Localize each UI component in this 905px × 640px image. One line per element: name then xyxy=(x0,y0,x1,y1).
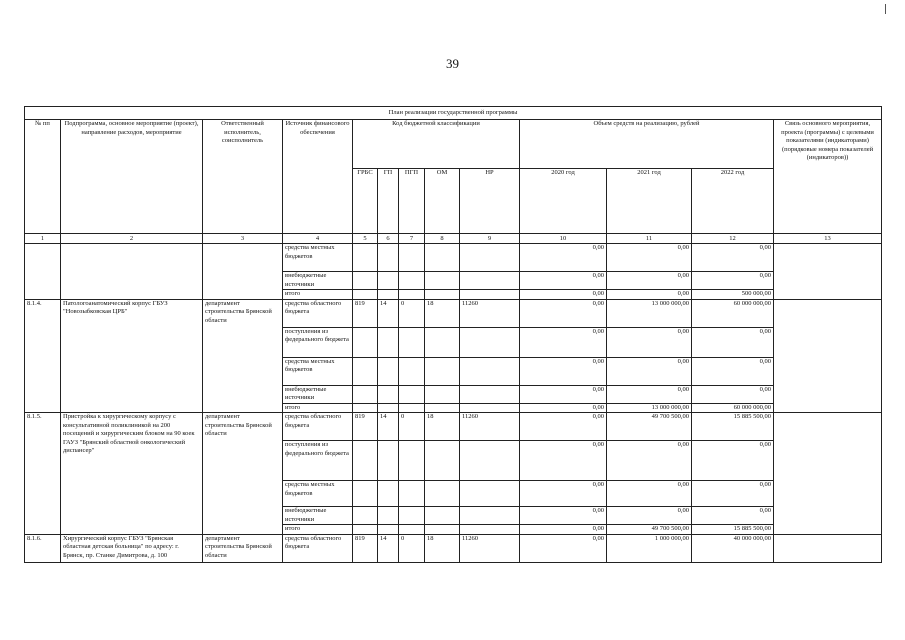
cell-grbs xyxy=(353,403,378,413)
cell-y2022: 40 000 000,00 xyxy=(692,534,774,562)
cell-link xyxy=(774,244,882,300)
cell-nr xyxy=(460,507,520,525)
cell-y2022: 0,00 xyxy=(692,272,774,290)
cell-link xyxy=(774,413,882,535)
cell-grbs xyxy=(353,441,378,481)
cell-grbs: 819 xyxy=(353,299,378,327)
cell-pgp xyxy=(399,507,425,525)
cell-gp: 14 xyxy=(378,413,399,441)
cell-source: средства местных бюджетов xyxy=(283,357,353,385)
cell-gp: 14 xyxy=(378,299,399,327)
header-2020: 2020 год xyxy=(520,169,607,234)
cell-nr xyxy=(460,327,520,357)
column-number: 13 xyxy=(774,234,882,244)
cell-y2021: 0,00 xyxy=(607,481,692,507)
cell-gp: 14 xyxy=(378,534,399,562)
cell-y2020: 0,00 xyxy=(520,299,607,327)
table-row xyxy=(25,413,882,441)
program-plan-table xyxy=(24,106,882,563)
cell-y2022: 60 000 000,00 xyxy=(692,299,774,327)
cell-gp xyxy=(378,244,399,272)
cell-pgp: 0 xyxy=(399,413,425,441)
cell-pgp xyxy=(399,403,425,413)
cell-pgp xyxy=(399,327,425,357)
cell-grbs: 819 xyxy=(353,534,378,562)
cell-num xyxy=(25,244,61,300)
header-grbs: ГРБС xyxy=(353,169,378,234)
table-row xyxy=(25,244,882,272)
cell-pgp xyxy=(399,525,425,535)
column-number: 8 xyxy=(425,234,460,244)
column-number: 1 xyxy=(25,234,61,244)
cell-gp xyxy=(378,327,399,357)
cell-om: 18 xyxy=(425,413,460,441)
cell-name: Хирургический корпус ГБУЗ "Брянская областная детская больница" по адресу: г. Брянск, пр. Станке Димитрова, д. 100 xyxy=(61,534,203,562)
cell-name: Патологоанатомический корпус ГБУЗ "Новозыбковская ЦРБ" xyxy=(61,299,203,413)
cell-y2021: 0,00 xyxy=(607,290,692,300)
cell-source: внебюджетные источники xyxy=(283,272,353,290)
column-number: 10 xyxy=(520,234,607,244)
cell-gp xyxy=(378,357,399,385)
cell-grbs xyxy=(353,290,378,300)
cell-y2020: 0,00 xyxy=(520,525,607,535)
header-pgp: ПГП xyxy=(399,169,425,234)
header-amounts: Объем средств на реализацию, рублей xyxy=(520,120,774,169)
cell-name xyxy=(61,244,203,300)
cell-om xyxy=(425,244,460,272)
cell-y2022: 0,00 xyxy=(692,385,774,403)
cell-grbs xyxy=(353,272,378,290)
scan-edge-mark xyxy=(885,4,886,14)
cell-source: итого xyxy=(283,525,353,535)
cell-y2020: 0,00 xyxy=(520,507,607,525)
cell-y2021: 1 000 000,00 xyxy=(607,534,692,562)
cell-gp xyxy=(378,525,399,535)
cell-nr: 11260 xyxy=(460,299,520,327)
cell-y2020: 0,00 xyxy=(520,534,607,562)
cell-y2022: 60 000 000,00 xyxy=(692,403,774,413)
cell-name: Пристройка к хирургическому корпусу с консультативной поликлиникой на 200 посещений и хирургическим блоком на 90 коек ГАУЗ "Брянский областной онкологический диспансер" xyxy=(61,413,203,535)
cell-y2022: 15 885 500,00 xyxy=(692,525,774,535)
cell-gp xyxy=(378,403,399,413)
cell-source: поступления из федерального бюджета xyxy=(283,441,353,481)
cell-grbs xyxy=(353,507,378,525)
table-row xyxy=(25,534,882,562)
column-number: 6 xyxy=(378,234,399,244)
cell-grbs xyxy=(353,481,378,507)
cell-y2022: 15 885 500,00 xyxy=(692,413,774,441)
cell-source: средства областного бюджета xyxy=(283,413,353,441)
cell-nr: 11260 xyxy=(460,413,520,441)
cell-y2021: 0,00 xyxy=(607,327,692,357)
column-number: 3 xyxy=(203,234,283,244)
header-gp: ГП xyxy=(378,169,399,234)
cell-y2020: 0,00 xyxy=(520,357,607,385)
header-nr: НР xyxy=(460,169,520,234)
cell-om: 18 xyxy=(425,534,460,562)
cell-y2020: 0,00 xyxy=(520,441,607,481)
header-source: Источник финансового обеспечения xyxy=(283,120,353,234)
cell-grbs xyxy=(353,327,378,357)
cell-gp xyxy=(378,385,399,403)
cell-gp xyxy=(378,481,399,507)
cell-source: итого xyxy=(283,403,353,413)
cell-nr xyxy=(460,525,520,535)
cell-link xyxy=(774,534,882,562)
cell-executor: департамент строительства Брянской области xyxy=(203,534,283,562)
cell-om xyxy=(425,403,460,413)
cell-y2021: 0,00 xyxy=(607,357,692,385)
cell-gp xyxy=(378,507,399,525)
cell-y2021: 0,00 xyxy=(607,441,692,481)
column-number-row xyxy=(25,234,882,244)
cell-executor: департамент строительства Брянской области xyxy=(203,413,283,535)
cell-nr xyxy=(460,290,520,300)
cell-om xyxy=(425,357,460,385)
cell-num: 8.1.5. xyxy=(25,413,61,535)
cell-y2022: 0,00 xyxy=(692,507,774,525)
cell-y2020: 0,00 xyxy=(520,244,607,272)
cell-nr xyxy=(460,385,520,403)
cell-num: 8.1.6. xyxy=(25,534,61,562)
cell-y2021: 0,00 xyxy=(607,272,692,290)
cell-nr xyxy=(460,272,520,290)
cell-om xyxy=(425,290,460,300)
cell-y2021: 13 000 000,00 xyxy=(607,403,692,413)
cell-num: 8.1.4. xyxy=(25,299,61,413)
cell-executor xyxy=(203,244,283,300)
cell-om xyxy=(425,385,460,403)
cell-pgp: 0 xyxy=(399,534,425,562)
cell-y2022: 0,00 xyxy=(692,357,774,385)
cell-link xyxy=(774,299,882,413)
cell-grbs xyxy=(353,385,378,403)
cell-y2022: 0,00 xyxy=(692,244,774,272)
cell-source: средства местных бюджетов xyxy=(283,481,353,507)
cell-grbs xyxy=(353,525,378,535)
cell-om: 18 xyxy=(425,299,460,327)
header-2021: 2021 год xyxy=(607,169,692,234)
cell-nr xyxy=(460,357,520,385)
cell-y2022: 0,00 xyxy=(692,481,774,507)
column-number: 11 xyxy=(607,234,692,244)
header-om: ОМ xyxy=(425,169,460,234)
cell-y2021: 13 000 000,00 xyxy=(607,299,692,327)
cell-y2021: 0,00 xyxy=(607,385,692,403)
cell-om xyxy=(425,327,460,357)
page-number: 39 xyxy=(446,56,459,71)
cell-source: средства местных бюджетов xyxy=(283,244,353,272)
cell-om xyxy=(425,481,460,507)
cell-source: внебюджетные источники xyxy=(283,385,353,403)
cell-grbs: 819 xyxy=(353,413,378,441)
cell-pgp xyxy=(399,244,425,272)
cell-pgp xyxy=(399,441,425,481)
cell-y2020: 0,00 xyxy=(520,290,607,300)
table-row xyxy=(25,299,882,327)
table-title: План реализации государственной программы xyxy=(25,107,882,120)
column-number: 7 xyxy=(399,234,425,244)
header-num: № пп xyxy=(25,120,61,234)
cell-source: внебюджетные источники xyxy=(283,507,353,525)
cell-y2020: 0,00 xyxy=(520,481,607,507)
cell-source: средства областного бюджета xyxy=(283,299,353,327)
cell-y2020: 0,00 xyxy=(520,413,607,441)
cell-y2021: 49 700 500,00 xyxy=(607,525,692,535)
cell-y2022: 0,00 xyxy=(692,441,774,481)
cell-pgp xyxy=(399,272,425,290)
cell-source: средства областного бюджета xyxy=(283,534,353,562)
header-executor: Ответственный исполнитель, соисполнитель xyxy=(203,120,283,234)
cell-y2020: 0,00 xyxy=(520,272,607,290)
cell-y2021: 49 700 500,00 xyxy=(607,413,692,441)
header-link: Связь основного мероприятия, проекта (программы) с целевыми показателями (индикаторами) (порядковые номера показателей (индикаторов)) xyxy=(774,120,882,234)
header-budget-code: Код бюджетной классификации xyxy=(353,120,520,169)
cell-grbs xyxy=(353,244,378,272)
cell-y2022: 500 000,00 xyxy=(692,290,774,300)
column-number: 4 xyxy=(283,234,353,244)
column-number: 2 xyxy=(61,234,203,244)
cell-y2020: 0,00 xyxy=(520,403,607,413)
cell-nr xyxy=(460,244,520,272)
cell-nr xyxy=(460,403,520,413)
cell-pgp xyxy=(399,357,425,385)
cell-y2022: 0,00 xyxy=(692,327,774,357)
cell-y2020: 0,00 xyxy=(520,327,607,357)
cell-executor: департамент строительства Брянской области xyxy=(203,299,283,413)
cell-nr xyxy=(460,441,520,481)
cell-nr xyxy=(460,481,520,507)
cell-pgp xyxy=(399,385,425,403)
cell-source: поступления из федерального бюджета xyxy=(283,327,353,357)
cell-pgp: 0 xyxy=(399,299,425,327)
cell-grbs xyxy=(353,357,378,385)
cell-y2021: 0,00 xyxy=(607,244,692,272)
cell-gp xyxy=(378,290,399,300)
cell-om xyxy=(425,441,460,481)
column-number: 5 xyxy=(353,234,378,244)
cell-y2021: 0,00 xyxy=(607,507,692,525)
header-subprogram: Подпрограмма, основное мероприятие (проект), направление расходов, мероприятие xyxy=(61,120,203,234)
cell-pgp xyxy=(399,481,425,507)
header-2022: 2022 год xyxy=(692,169,774,234)
cell-gp xyxy=(378,441,399,481)
cell-gp xyxy=(378,272,399,290)
cell-om xyxy=(425,525,460,535)
cell-pgp xyxy=(399,290,425,300)
cell-om xyxy=(425,272,460,290)
column-number: 12 xyxy=(692,234,774,244)
cell-om xyxy=(425,507,460,525)
column-number: 9 xyxy=(460,234,520,244)
cell-source: итого xyxy=(283,290,353,300)
cell-y2020: 0,00 xyxy=(520,385,607,403)
cell-nr: 11260 xyxy=(460,534,520,562)
